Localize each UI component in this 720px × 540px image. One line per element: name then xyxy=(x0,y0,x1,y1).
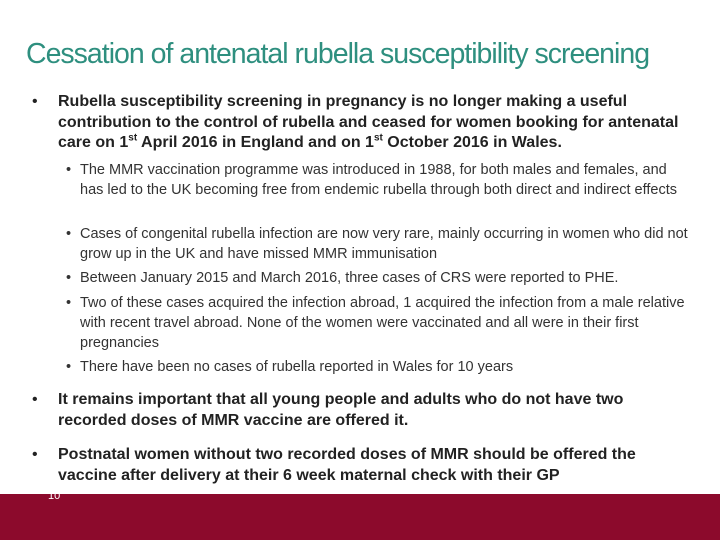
sub-bullet-marker: • xyxy=(66,295,72,311)
sub-bullet-text: Cases of congenital rubella infection are now very rare, mainly occurring in women who did not grow up in the UK and have missed MMR immunisation xyxy=(80,226,688,262)
bullet-text: Rubella susceptibility screening in pregnancy is no longer making a useful contribution to the control of rubella and ceased for women booking for antenatal care on 1 xyxy=(58,93,679,151)
bullet-text: October 2016 in Wales. xyxy=(382,134,562,151)
bullet-marker: • xyxy=(32,391,38,408)
sub-bullet-text: Two of these cases acquired the infection abroad, 1 acquired the infection from a male relative with recent travel abroad. None of the women were vaccinated and all were in their first pregnancies xyxy=(80,295,685,351)
bullet-marker: • xyxy=(32,446,38,463)
sub-bullet-text: The MMR vaccination programme was introduced in 1988, for both males and females, and has led to the UK becoming free from endemic rubella through both direct and indirect effects xyxy=(80,162,677,198)
bullet-postnatal-women xyxy=(32,445,688,486)
sub-bullet-mmr-programme xyxy=(66,160,690,200)
sub-bullet-congenital-cases xyxy=(66,224,690,264)
sub-bullet-text: Between January 2015 and March 2016, three cases of CRS were reported to PHE. xyxy=(80,270,619,286)
sub-bullet-wales-cases xyxy=(66,357,690,377)
sub-bullet-text: There have been no cases of rubella reported in Wales for 10 years xyxy=(80,359,514,375)
sub-bullet-marker: • xyxy=(66,359,72,375)
ordinal-suffix: st xyxy=(373,132,383,144)
slide-title: Cessation of antenatal rubella susceptibility screening xyxy=(26,38,650,70)
sub-bullet-infection-sources xyxy=(66,293,690,353)
bullet-mmr-offer xyxy=(32,390,688,431)
sub-bullet-marker: • xyxy=(66,270,72,286)
ordinal-suffix: st xyxy=(128,132,138,144)
bullet-text: April 2016 in England and on 1 xyxy=(137,134,374,151)
footer-bar xyxy=(0,494,720,540)
sub-bullet-marker: • xyxy=(66,226,72,242)
bullet-marker: • xyxy=(32,93,38,110)
bullet-screening-ceased xyxy=(32,92,688,154)
sub-bullet-marker: • xyxy=(66,162,72,178)
sub-bullet-crs-cases xyxy=(66,268,690,288)
bullet-text: Postnatal women without two recorded doses of MMR should be offered the vaccine after delivery at their 6 week maternal check with their GP xyxy=(58,446,636,484)
page-number: 10 xyxy=(48,490,61,502)
bullet-text: It remains important that all young people and adults who do not have two recorded doses of MMR vaccine are offered it. xyxy=(58,391,624,429)
